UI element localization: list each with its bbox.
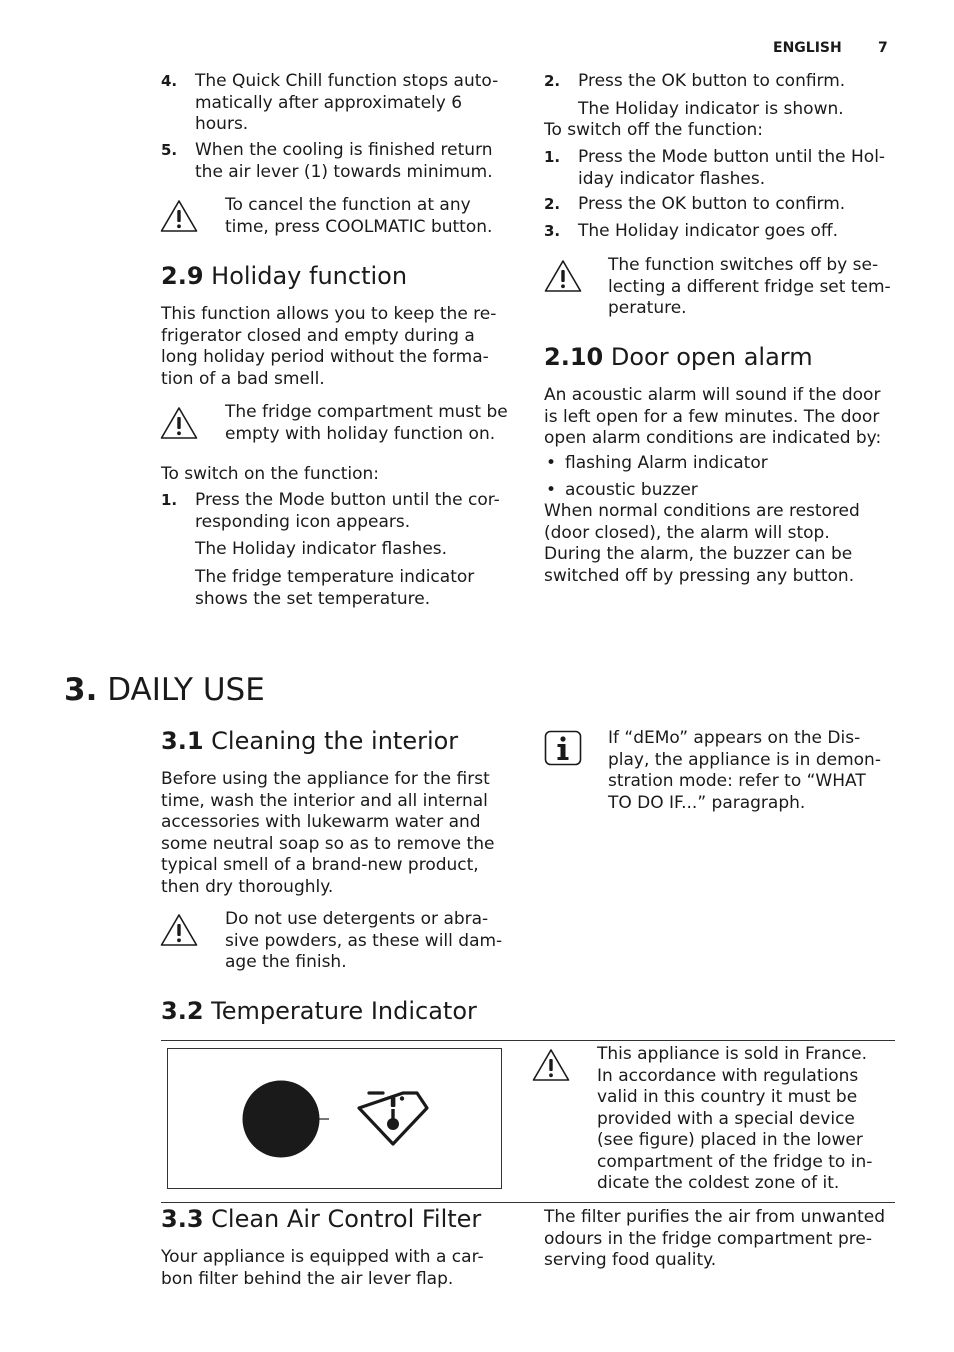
text-line: iday indicator flashes. xyxy=(578,168,766,189)
text-line: dicate the coldest zone of it. xyxy=(597,1173,840,1193)
text-line: Before using the appliance for the first xyxy=(161,769,490,789)
text-line: Press the OK button to confirm. xyxy=(578,71,846,91)
text-line: hours. xyxy=(195,114,249,134)
step-note xyxy=(195,567,474,610)
text-line: lecting a different fridge set tem- xyxy=(608,276,891,297)
warning-icon xyxy=(531,1047,571,1083)
text-line: The filter purifies the air from unwanted xyxy=(544,1207,886,1227)
text-line: responding icon appears. xyxy=(195,511,411,532)
text-line: bon filter behind the air lever flap. xyxy=(161,1268,454,1289)
text-line: Press the Mode button until the cor- xyxy=(195,490,500,510)
divider xyxy=(161,1040,895,1041)
text-line: Do not use detergents or abra- xyxy=(225,909,489,929)
text-line: The fridge temperature indicator xyxy=(195,567,475,587)
list-number: 1. xyxy=(544,148,561,166)
text-line: When normal conditions are restored xyxy=(544,501,860,521)
text-line: In accordance with regulations xyxy=(597,1065,859,1086)
text-line: time, press COOLMATIC button. xyxy=(225,216,493,237)
warning-text xyxy=(225,402,508,445)
text-line: play, the appliance is in demon- xyxy=(608,749,881,770)
text-line: The fridge compartment must be xyxy=(225,402,508,422)
text-line: sive powders, as these will dam- xyxy=(225,930,503,951)
text-line: TO DO IF...” paragraph. xyxy=(608,792,806,813)
text-line: During the alarm, the buzzer can be xyxy=(544,544,853,564)
header-language: ENGLISH xyxy=(773,40,842,56)
text-line: (see figure) placed in the lower xyxy=(597,1130,863,1150)
text-line: the air lever (1) towards minimum. xyxy=(195,161,493,182)
info-text xyxy=(608,728,881,814)
section-title: Door open alarm xyxy=(610,343,813,371)
section-number: 3.3 xyxy=(161,1205,204,1233)
text-line: The function switches off by se- xyxy=(608,255,879,275)
section-heading-2-9 xyxy=(161,262,407,290)
info-icon xyxy=(544,730,582,766)
text-line: Your appliance is equipped with a car- xyxy=(161,1247,484,1267)
section-number: 2.9 xyxy=(161,262,204,290)
text-line: is left open for a few minutes. The door xyxy=(544,406,880,427)
bullet-text: flashing Alarm indicator xyxy=(565,453,768,473)
temperature-indicator-figure xyxy=(167,1048,502,1189)
step-note: The Holiday indicator flashes. xyxy=(195,539,448,559)
text-line: compartment of the fridge to in- xyxy=(597,1151,873,1172)
text-line: shows the set temperature. xyxy=(195,588,431,609)
text-line: To cancel the function at any xyxy=(225,195,471,215)
text-line: This appliance is sold in France. xyxy=(597,1044,867,1064)
paragraph xyxy=(544,501,860,587)
list-number: 2. xyxy=(544,72,561,90)
paragraph xyxy=(544,385,881,450)
bullet-text: acoustic buzzer xyxy=(565,480,698,500)
text-line: switched off by pressing any button. xyxy=(544,565,855,586)
text-line: odours in the fridge compartment pre- xyxy=(544,1228,872,1249)
section-heading-3-2 xyxy=(161,997,477,1025)
section-number: 2.10 xyxy=(544,343,604,371)
text-line: then dry thoroughly. xyxy=(161,876,334,897)
text-line: matically after approximately 6 xyxy=(195,92,463,113)
bullet: • xyxy=(546,480,557,500)
divider xyxy=(161,1202,895,1203)
section-number: 3.2 xyxy=(161,997,204,1025)
page-number: 7 xyxy=(878,40,888,56)
text-line: The Holiday indicator goes off. xyxy=(578,221,838,241)
warning-icon xyxy=(159,198,199,234)
paragraph xyxy=(544,1207,885,1272)
section-title: Holiday function xyxy=(211,262,408,290)
text-line: serving food quality. xyxy=(544,1250,717,1270)
list-number: 2. xyxy=(544,195,561,213)
chapter-number: 3. xyxy=(64,672,98,708)
paragraph xyxy=(161,1247,484,1290)
list-number: 5. xyxy=(161,141,178,159)
paragraph xyxy=(161,769,494,898)
list-number: 3. xyxy=(544,222,561,240)
section-title: Clean Air Control Filter xyxy=(211,1205,482,1233)
text-line: empty with holiday function on. xyxy=(225,423,496,444)
text-line: perature. xyxy=(608,298,687,318)
section-number: 3.1 xyxy=(161,727,204,755)
paragraph xyxy=(161,304,496,390)
text-line: (door closed), the alarm will stop. xyxy=(544,522,830,543)
text-line: valid in this country it must be xyxy=(597,1087,858,1107)
text-line: accessories with lukewarm water and xyxy=(161,812,481,832)
switch-off-label: To switch off the function: xyxy=(544,120,763,140)
text-line: tion of a bad smell. xyxy=(161,368,325,389)
text-line: Press the OK button to confirm. xyxy=(578,194,846,214)
text-line: provided with a special device xyxy=(597,1108,855,1129)
text-line: The Quick Chill function stops auto- xyxy=(195,71,499,91)
bullet: • xyxy=(546,453,557,473)
text-line: Press the Mode button until the Hol- xyxy=(578,147,886,167)
section-title: Temperature Indicator xyxy=(211,997,477,1025)
list-number: 4. xyxy=(161,72,178,90)
text-line: time, wash the interior and all internal xyxy=(161,790,488,811)
text-line: stration mode: refer to “WHAT xyxy=(608,771,866,791)
warning-icon xyxy=(159,912,199,948)
warning-text xyxy=(225,195,492,238)
list-number: 1. xyxy=(161,491,178,509)
text-line: some neutral soap so as to remove the xyxy=(161,833,495,854)
text-line: An acoustic alarm will sound if the door xyxy=(544,385,881,405)
indicator-dot xyxy=(243,1081,320,1158)
step-note: The Holiday indicator is shown. xyxy=(578,99,844,119)
text-line: When the cooling is finished return xyxy=(195,140,493,160)
warning-text xyxy=(597,1044,872,1195)
section-heading-2-10 xyxy=(544,343,813,371)
chapter-heading xyxy=(64,672,265,708)
warning-icon xyxy=(159,405,199,441)
text-line: This function allows you to keep the re- xyxy=(161,304,497,324)
section-heading-3-1 xyxy=(161,727,458,755)
text-line: frigerator closed and empty during a xyxy=(161,325,475,346)
text-line: long holiday period without the forma- xyxy=(161,347,489,367)
text-line: If “dEMo” appears on the Dis- xyxy=(608,728,861,748)
text-line: age the finish. xyxy=(225,952,347,972)
section-heading-3-3 xyxy=(161,1205,481,1233)
switch-on-label: To switch on the function: xyxy=(161,464,380,484)
warning-text xyxy=(225,909,502,974)
warning-text xyxy=(608,255,891,320)
text-line: open alarm conditions are indicated by: xyxy=(544,428,882,448)
text-line: typical smell of a brand-new product, xyxy=(161,855,479,875)
section-title: Cleaning the interior xyxy=(211,727,459,755)
chapter-title: DAILY USE xyxy=(107,672,265,708)
warning-icon xyxy=(543,258,583,294)
